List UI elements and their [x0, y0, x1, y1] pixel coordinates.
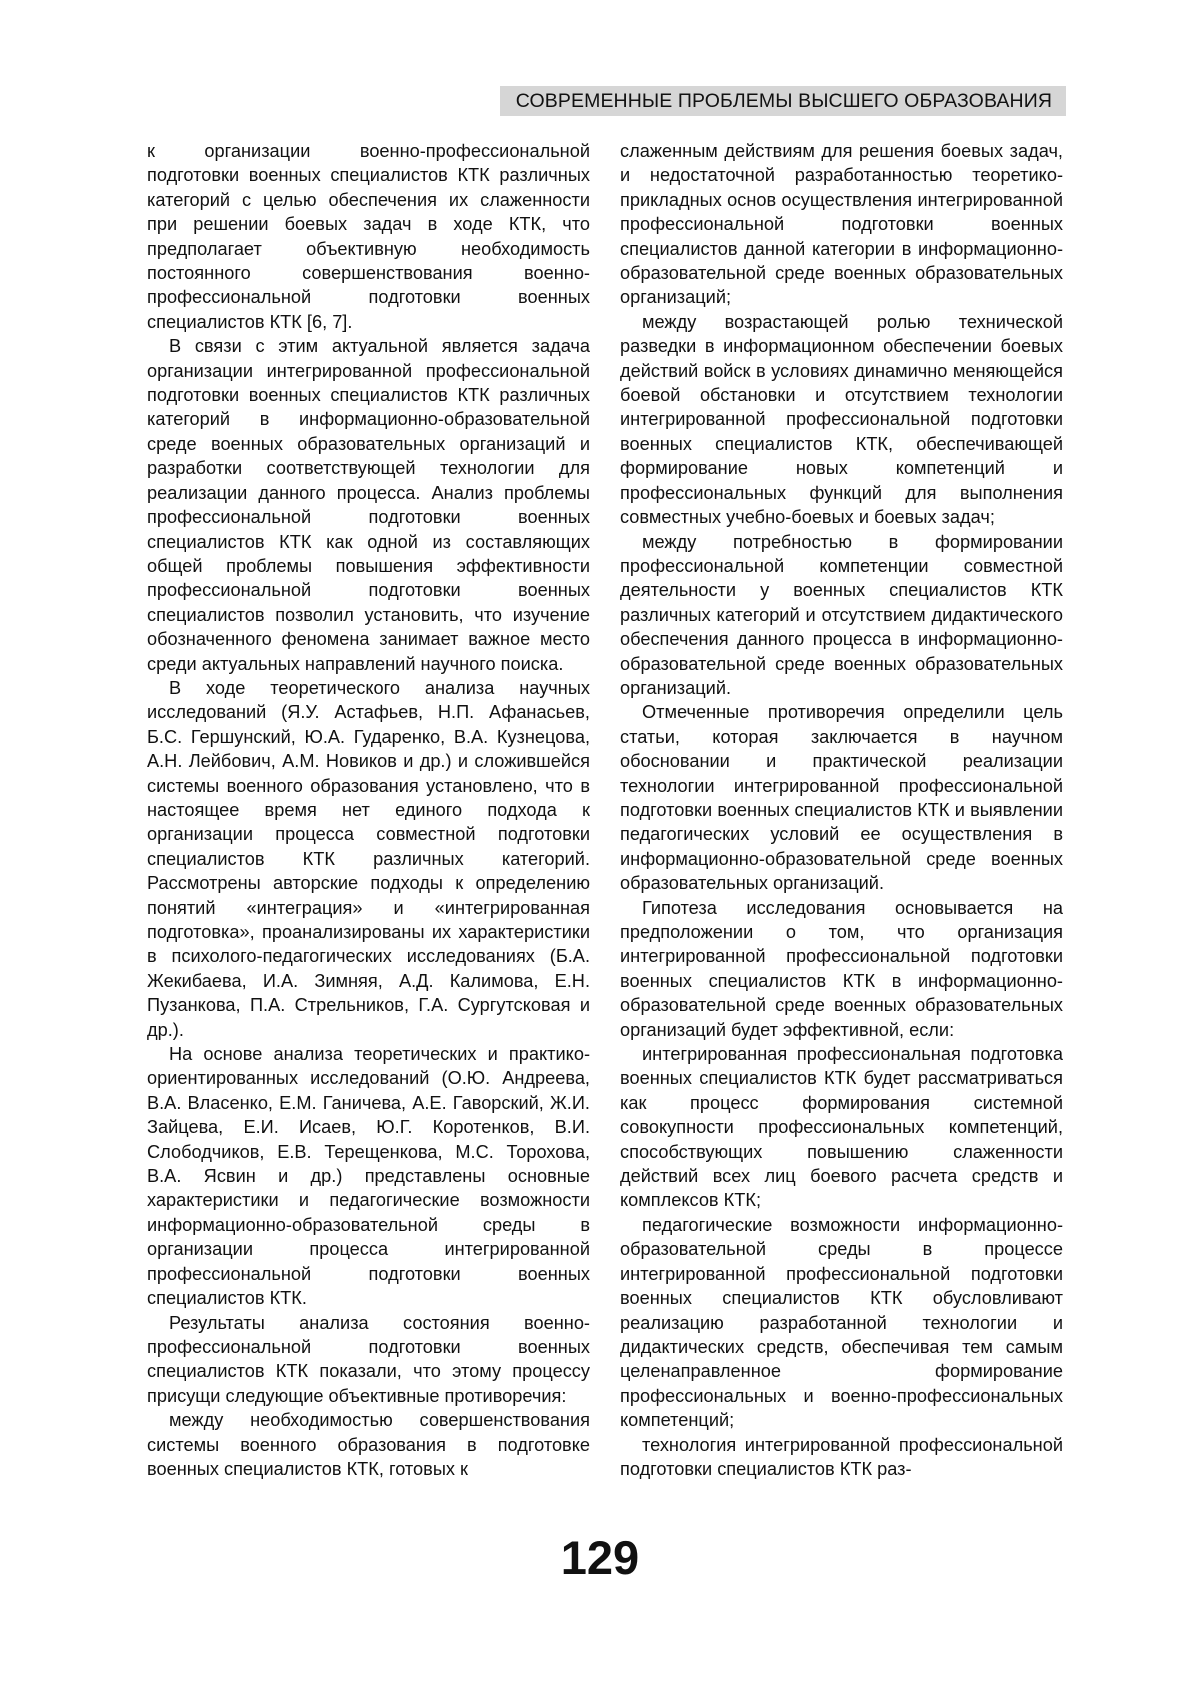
paragraph: технология интегрированной профессиональной подготовки специалистов КТК раз- [620, 1434, 1063, 1479]
paragraph: слаженным действиям для решения боевых задач, и недостаточной разработанностью теоретико-прикладных основ осуществления интегрированной профессиональной подготовки военных специалистов данной категории в информационно-образовательной среде военных образовательных организаций; [620, 141, 1063, 308]
paragraph: между потребностью в формировании профессиональной компетенции совместной деятельности у военных специалистов КТК различных категорий и отсутствием дидактического обеспечения данного процесса в информационно-образовательной среде военных образовательных организаций. [620, 531, 1063, 698]
paragraph: интегрированная профессиональная подготовка военных специалистов КТК будет рассматриваться как процесс формирования системной совокупности профессиональных компетенций, способствующих повышению слаженности действий всех лиц боевого расчета средств и комплексов КТК; [620, 1044, 1063, 1211]
running-header [500, 86, 1066, 116]
paragraph: между возрастающей ролью технической разведки в информационном обеспечении боевых действий войск в условиях динамично меняющейся боевой обстановки и отсутствием технологии интегрированной профессиональной подготовки военных специалистов КТК, обеспечивающей формирование новых компетенций и профессиональных функций для выполнения совместных учебно-боевых и боевых задач; [620, 311, 1063, 528]
paragraph: В ходе теоретического анализа научных исследований (Я.У. Астафьев, Н.П. Афанасьев, Б.С. Гершунский, Ю.А. Гударенко, В.А. Кузнецова, А.Н. Лейбович, А.М. Новиков и др.) и сложившейся системы военного образования установлено, что в настоящее время нет единого подхода к организации процесса совместной подготовки специалистов КТК различных категорий. Рассмотрены авторские подходы к определению понятий «интеграция» и «интегрированная подготовка», проанализированы их характеристики в психолого-педагогических исследованиях (Б.А. Жекибаева, И.А. Зимняя, А.Д. Калимова, Е.Н. Пузанкова, П.А. Стрельников, Г.А. Сургутсковая и др.). [147, 677, 590, 1040]
paragraph: Гипотеза исследования основывается на предположении о том, что организация интегрированной профессиональной подготовки военных специалистов КТК в информационно-образовательной среде военных образовательных организаций будет эффективной, если: [620, 897, 1063, 1040]
right-column [620, 139, 1063, 1481]
paragraph: между необходимостью совершенствования системы военного образования в подготовке военных специалистов КТК, готовых к [147, 1410, 590, 1479]
paragraph: педагогические возможности информационно-образовательной среды в процессе интегрированной профессиональной подготовки военных специалистов КТК обусловливают реализацию разработанной технологии и дидактических средств, обеспечивая тем самым целенаправленное формирование профессиональных и военно-профессиональных компетенций; [620, 1214, 1063, 1431]
page-number: 129 [560, 1531, 640, 1584]
running-title: СОВРЕМЕННЫЕ ПРОБЛЕМЫ ВЫСШЕГО ОБРАЗОВАНИЯ [515, 90, 1052, 112]
paragraph: Отмеченные противоречия определили цель статьи, которая заключается в научном обосновании и практической реализации технологии интегрированной профессиональной подготовки военных специалистов КТК и выявлении педагогических условий ее осуществления в информационно-образовательной среде военных образовательных организаций. [620, 702, 1063, 894]
paragraph: Результаты анализа состояния военно-профессиональной подготовки военных специалистов КТК показали, что этому процессу присущи следующие объективные противоречия: [147, 1312, 590, 1406]
paragraph: В связи с этим актуальной является задача организации интегрированной профессиональной подготовки военных специалистов КТК различных категорий в информационно-образовательной среде военных образовательных организаций и разработки соответствующей технологии для реализации данного процесса. Анализ проблемы профессиональной подготовки военных специалистов КТК как одной из составляющих общей проблемы повышения эффективности профессиональной подготовки военных специалистов позволил установить, что изучение обозначенного феномена занимает важное место среди актуальных направлений научного поиска. [147, 336, 590, 674]
paragraph: к организации военно-профессиональной подготовки военных специалистов КТК различных категорий с целью обеспечения их слаженности при решении боевых задач в ходе КТК, что предполагает объективную необходимость постоянного совершенствования военно-профессиональной подготовки военных специалистов КТК [6, 7]. [147, 141, 590, 332]
left-column [147, 139, 590, 1481]
paragraph: На основе анализа теоретических и практико-ориентированных исследований (О.Ю. Андреева, В.А. Власенко, Е.М. Ганичева, А.Е. Гаворский, Ж.И. Зайцева, Е.И. Исаев, Ю.Г. Коротенков, В.И. Слободчиков, Е.В. Терещенкова, М.С. Торохова, В.А. Ясвин и др.) представлены основные характеристики и педагогические возможности информационно-образовательной среды в организации процесса интегрированной профессиональной подготовки военных специалистов КТК. [147, 1044, 590, 1309]
